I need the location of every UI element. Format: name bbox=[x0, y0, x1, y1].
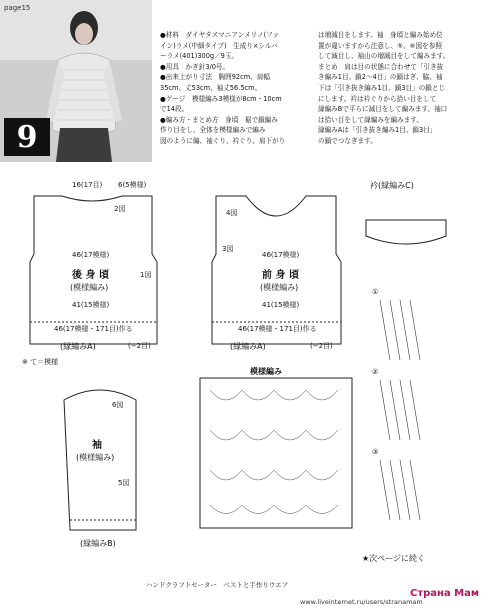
instructions-line: 下は「引き抜き編み1目、鎖3目」の鎖とじ bbox=[318, 83, 446, 92]
instructions-line: 縁編みBで平らに減目をして編みます。袖口 bbox=[318, 105, 448, 114]
materials-line: イン)ラメ(中細タイプ) 生成り×シルバ bbox=[160, 41, 278, 50]
back-top-width-label: 16(17目) bbox=[72, 181, 103, 189]
footer-text: ハンドクラフトセーター ベストと手作りウエア bbox=[146, 581, 289, 589]
pattern-stitches bbox=[210, 390, 338, 514]
back-cast-on-label: 46(17模様・171目)作る bbox=[54, 325, 133, 333]
sleeve-fig6-label: 6図 bbox=[112, 401, 124, 409]
instructions-line: の鎖でつなぎます。 bbox=[318, 136, 377, 145]
back-lower-width-label: 41(15模様) bbox=[72, 301, 110, 309]
materials-line: ●編み方・まとめ方 身頃 裾で鎖編み bbox=[160, 115, 278, 124]
instructions-line: にします。衿は衿ぐりから拾い目をして bbox=[318, 94, 437, 103]
front-width-label: 46(17模様) bbox=[262, 251, 300, 259]
sleeve-fig5-label: 5図 bbox=[118, 479, 130, 487]
sleeve-subtitle: (模様編み) bbox=[76, 453, 115, 462]
back-body-title: 後 身 頃 bbox=[72, 270, 109, 281]
model-number: 9 bbox=[4, 118, 50, 156]
back-edge-label: (縁編みA) bbox=[60, 342, 96, 351]
materials-line: ●出来上がり寸法 胸囲92cm、肩幅 bbox=[160, 73, 270, 82]
collar-outline bbox=[366, 220, 446, 244]
instructions-line: して減目し、袖山の増減目をして編みます。 bbox=[318, 52, 450, 61]
step-3-label: ③ bbox=[372, 448, 379, 456]
instructions-line: き編み1目、鎖2〜4目」の鎖はぎ、脇、袖 bbox=[318, 73, 443, 82]
front-fig3-label: 3図 bbox=[222, 245, 234, 253]
stitch-note: ※ て＝模様 bbox=[22, 358, 59, 366]
instructions-line: は拾い目をして縁編みを編みます。 bbox=[318, 115, 423, 124]
front-lower-width-label: 41(15模様) bbox=[262, 301, 300, 309]
front-cast-on-label: 46(17模様・171目)作る bbox=[238, 325, 317, 333]
step-2-label: ② bbox=[372, 368, 379, 376]
step-1-label: ① bbox=[372, 288, 379, 296]
front-body-subtitle: (模様編み) bbox=[260, 283, 299, 292]
front-body-title: 前 身 頃 bbox=[262, 270, 299, 281]
continued-note: ★次ページに続く bbox=[362, 554, 426, 563]
instructions-line: まとめ 肩は目の状態に合わせて「引き抜 bbox=[318, 62, 444, 71]
back-decrease-label: (−2目) bbox=[128, 342, 151, 350]
back-fig2-label: 2図 bbox=[114, 205, 126, 213]
pattern-title: 模様編み bbox=[250, 367, 282, 376]
front-fig4-label: 4図 bbox=[226, 209, 238, 217]
pattern-chart-frame bbox=[200, 378, 352, 528]
page-label: page15 bbox=[4, 4, 31, 12]
watermark: www.liveinternet.ru/users/stranamam bbox=[300, 598, 423, 606]
back-width-label: 46(17模様) bbox=[72, 251, 110, 259]
back-body-subtitle: (模様編み) bbox=[70, 283, 109, 292]
instructions-line: 縁編みAは「引き抜き編み1目、鎖3目」 bbox=[318, 126, 437, 135]
materials-line: ●ゲージ 模様編み3模様が8cm・10cm bbox=[160, 94, 282, 103]
sleeve-edge-label: (縁編みB) bbox=[80, 539, 116, 548]
materials-line: 作り目をし、全体を模様編みで編み bbox=[160, 126, 266, 135]
materials-line: 図のように編、袖ぐり、衿ぐり、肩下がり bbox=[160, 136, 286, 145]
step-illustrations bbox=[380, 300, 420, 520]
front-decrease-label: (−2目) bbox=[310, 342, 333, 350]
collar-title: 衿(縁編みC) bbox=[370, 181, 414, 190]
back-fig1-label: 1図 bbox=[140, 271, 152, 279]
materials-line: ーラメ(401)300g／9玉。 bbox=[160, 52, 239, 61]
back-shoulder-label: 6(5模様) bbox=[118, 181, 147, 189]
instructions-line: 置が違いますから注意し、⑤、⑥図を参照 bbox=[318, 41, 442, 50]
front-edge-label: (縁編みA) bbox=[230, 342, 266, 351]
materials-line: で14段。 bbox=[160, 105, 189, 114]
materials-line: ●用具 かぎ針3/0号。 bbox=[160, 62, 230, 71]
materials-line: 35cm、丈53cm、袖丈56.5cm。 bbox=[160, 83, 262, 92]
materials-line: ●材料 ダイヤタスマニアンメリノ(ファ bbox=[160, 31, 280, 39]
sleeve-title: 袖 bbox=[92, 440, 102, 451]
site-logo: Страна Мам bbox=[410, 588, 480, 599]
instructions-line: は増減目をします。袖 身頃と編み始め位 bbox=[318, 31, 443, 39]
